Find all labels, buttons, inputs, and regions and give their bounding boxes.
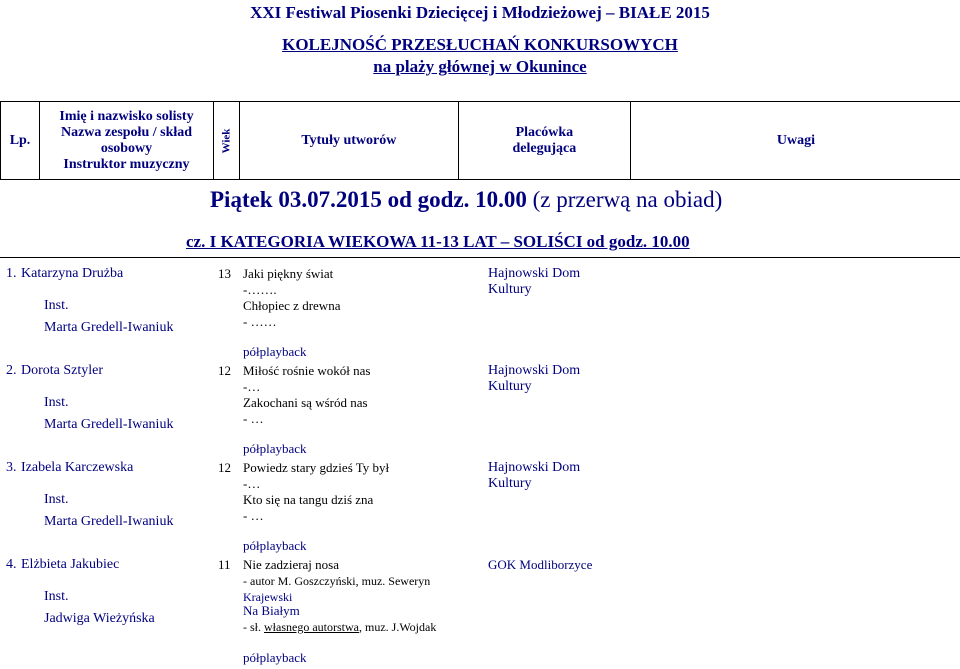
playback-type: półplayback — [243, 441, 307, 456]
song-title: Powiedz stary gdzieś Ty był — [243, 460, 390, 475]
institution-line2: Kultury — [488, 476, 532, 491]
header-name-line2: Nazwa zespołu / skład — [60, 124, 193, 140]
song-credit-suffix: , muz. J.Wojdak — [358, 620, 437, 634]
institution-line2: Kultury — [488, 282, 532, 297]
instructor-label: Inst. — [44, 492, 69, 507]
category-divider — [0, 257, 960, 258]
song-credit-prefix: - sł. — [243, 620, 264, 634]
entry-number: 3. — [6, 460, 17, 475]
institution-line1: Hajnowski Dom — [488, 266, 581, 281]
soloist-name: Elżbieta Jakubiec — [21, 557, 120, 572]
header-place — [458, 102, 630, 180]
header-name-line4: Instruktor muzyczny — [63, 156, 190, 172]
schedule-title: KOLEJNOŚĆ PRZESŁUCHAŃ KONKURSOWYCH — [282, 35, 678, 54]
playback-type: półplayback — [243, 344, 307, 359]
song-credit: -……. — [243, 282, 277, 297]
header-name — [40, 102, 214, 180]
day-heading-date: Piątek 03.07.2015 od godz. 10.00 — [210, 187, 527, 212]
instructor-name: Marta Gredell-Iwaniuk — [44, 417, 174, 432]
header-place-line1: Placówka — [515, 124, 574, 140]
soloist-name: Izabela Karczewska — [21, 460, 134, 475]
song-title: Zakochani są wśród nas — [243, 395, 368, 410]
instructor-label: Inst. — [44, 589, 69, 604]
institution-line1: Hajnowski Dom — [488, 363, 581, 378]
header-lp: Lp. — [1, 102, 40, 180]
location-title: na plaży głównej w Okunince — [373, 57, 587, 76]
song-credit-author: własnego autorstwa — [264, 620, 359, 634]
entry-number: 1. — [6, 266, 17, 281]
category-heading: cz. I KATEGORIA WIEKOWA 11-13 LAT – SOLIŚCI od godz. 10.00 — [186, 232, 690, 251]
day-heading — [210, 187, 722, 213]
institution-line1: Hajnowski Dom — [488, 460, 581, 475]
song-title: Jaki piękny świat — [243, 266, 334, 281]
song-credit: - autor M. Goszczyński, muz. Seweryn — [243, 574, 431, 588]
institution-line2: Kultury — [488, 379, 532, 394]
soloist-name: Katarzyna Drużba — [21, 266, 124, 281]
instructor-label: Inst. — [44, 298, 69, 313]
song-title: Kto się na tangu dziś zna — [243, 492, 374, 507]
instructor-name: Marta Gredell-Iwaniuk — [44, 514, 174, 529]
song-title: Chłopiec z drewna — [243, 298, 341, 313]
song-credit: -… — [243, 379, 261, 394]
entry-number: 2. — [6, 363, 17, 378]
header-notes: Uwagi — [630, 102, 960, 180]
song-credit: -… — [243, 476, 261, 491]
age-value: 12 — [218, 460, 231, 475]
age-value: 13 — [218, 266, 231, 281]
song-credit: Krajewski — [243, 590, 293, 604]
header-titles: Tytuły utworów — [239, 102, 458, 180]
festival-title: XXI Festiwal Piosenki Dziecięcej i Młodzieżowej – BIAŁE 2015 — [250, 3, 710, 22]
song-credit: - … — [243, 508, 264, 523]
age-value: 11 — [218, 557, 231, 572]
playback-type: półplayback — [243, 538, 307, 553]
day-heading-note: (z przerwą na obiad) — [532, 187, 723, 212]
institution-line1: GOK Modliborzyce — [488, 557, 593, 572]
instructor-name: Jadwiga Wieżyńska — [44, 611, 155, 626]
entry-number: 4. — [6, 557, 17, 572]
song-credit — [243, 619, 436, 635]
header-age-label: Wiek — [220, 128, 233, 153]
header-age — [214, 102, 240, 180]
song-title: Nie zadzieraj nosa — [243, 557, 340, 572]
song-title: Na Białym — [243, 603, 300, 618]
header-name-line1: Imię i nazwisko solisty — [59, 108, 194, 124]
playback-type: półplayback — [243, 650, 307, 665]
soloist-name: Dorota Sztyler — [21, 363, 104, 378]
song-title: Miłość rośnie wokół nas — [243, 363, 371, 378]
header-name-line3: osobowy — [100, 140, 153, 156]
table-header — [0, 101, 960, 180]
song-credit: - …… — [243, 314, 277, 329]
age-value: 12 — [218, 363, 231, 378]
instructor-label: Inst. — [44, 395, 69, 410]
instructor-name: Marta Gredell-Iwaniuk — [44, 320, 174, 335]
header-place-line2: delegująca — [512, 140, 577, 156]
song-credit: - … — [243, 411, 264, 426]
